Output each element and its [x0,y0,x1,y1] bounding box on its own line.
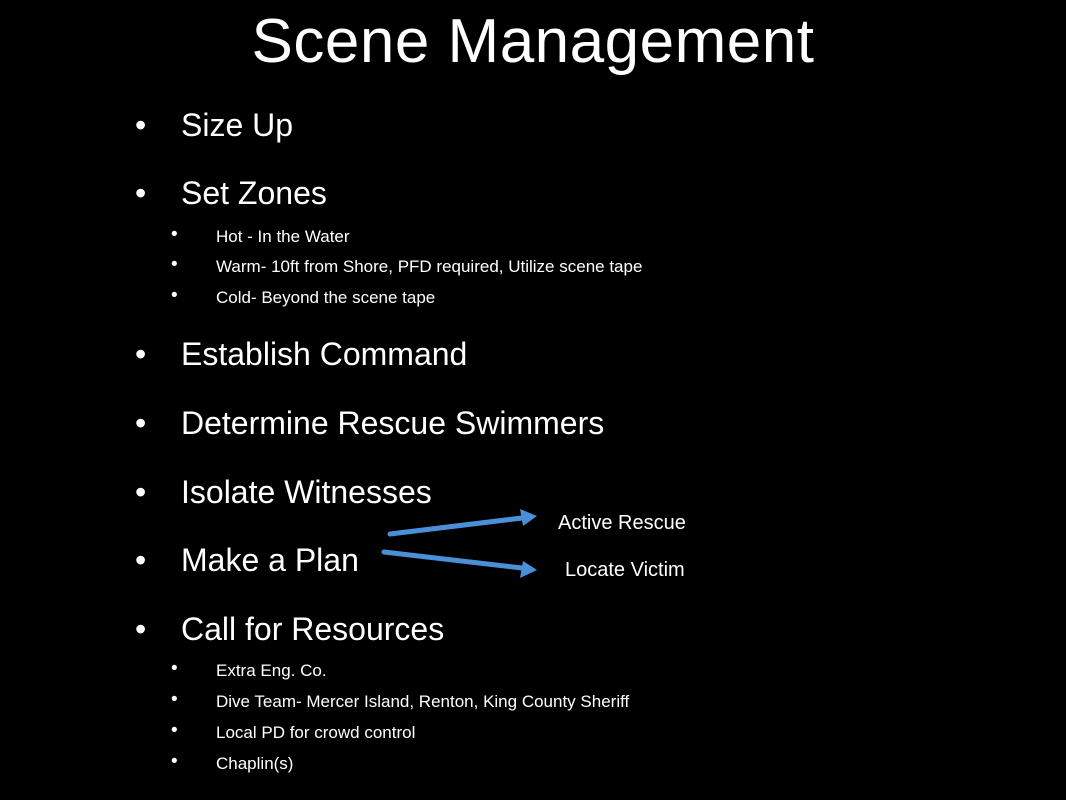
sub-bullet-dot: • [171,285,178,306]
bullet-establish-command [135,336,468,372]
sub-bullet-chaplins [171,751,294,774]
sub-bullet-cold-zone [171,285,436,308]
bullet-determine-rescue-swimmers [135,405,605,441]
arrow-active-rescue [390,509,537,534]
bullet-dot: • [135,474,147,510]
sub-bullet-text: Local PD for crowd control [216,723,416,742]
sub-bullet-text: Extra Eng. Co. [216,661,327,680]
bullet-make-a-plan [135,542,359,578]
sub-bullet-dot: • [171,224,178,245]
sub-bullet-dot: • [171,720,178,741]
sub-bullet-text: Cold- Beyond the scene tape [216,288,436,307]
bullet-dot: • [135,405,147,441]
sub-bullet-extra-eng-co [171,658,327,681]
bullet-dot: • [135,107,147,143]
callout-active-rescue: Active Rescue [558,512,686,534]
bullet-call-for-resources [135,611,445,647]
bullet-text: Establish Command [181,336,468,372]
sub-bullet-dive-team [171,689,630,712]
sub-bullet-text: Dive Team- Mercer Island, Renton, King County Sheriff [216,692,630,711]
bullet-text: Set Zones [181,175,327,211]
slide-title: Scene Management [251,7,815,76]
sub-bullet-dot: • [171,658,178,679]
sub-bullet-hot-zone [171,224,350,247]
sub-bullet-dot: • [171,751,178,772]
sub-bullet-dot: • [171,254,178,275]
bullet-dot: • [135,175,147,211]
bullet-text: Make a Plan [181,542,359,578]
sub-bullet-text: Warm- 10ft from Shore, PFD required, Utilize scene tape [216,257,643,276]
bullet-size-up [135,107,294,143]
bullet-dot: • [135,336,147,372]
bullet-dot: • [135,542,147,578]
callout-locate-victim: Locate Victim [565,559,685,581]
bullet-text: Call for Resources [181,611,445,647]
bullet-text: Size Up [181,107,294,143]
sub-bullet-dot: • [171,689,178,710]
bullet-text: Determine Rescue Swimmers [181,405,605,441]
bullet-isolate-witnesses [135,474,432,510]
sub-bullet-warm-zone [171,254,643,277]
bullet-text: Isolate Witnesses [181,474,432,510]
sub-bullet-text: Chaplin(s) [216,754,294,773]
bullet-dot: • [135,611,147,647]
arrow-locate-victim [384,552,537,578]
bullet-set-zones [135,175,327,211]
sub-bullet-text: Hot - In the Water [216,227,350,246]
sub-bullet-local-pd [171,720,416,743]
